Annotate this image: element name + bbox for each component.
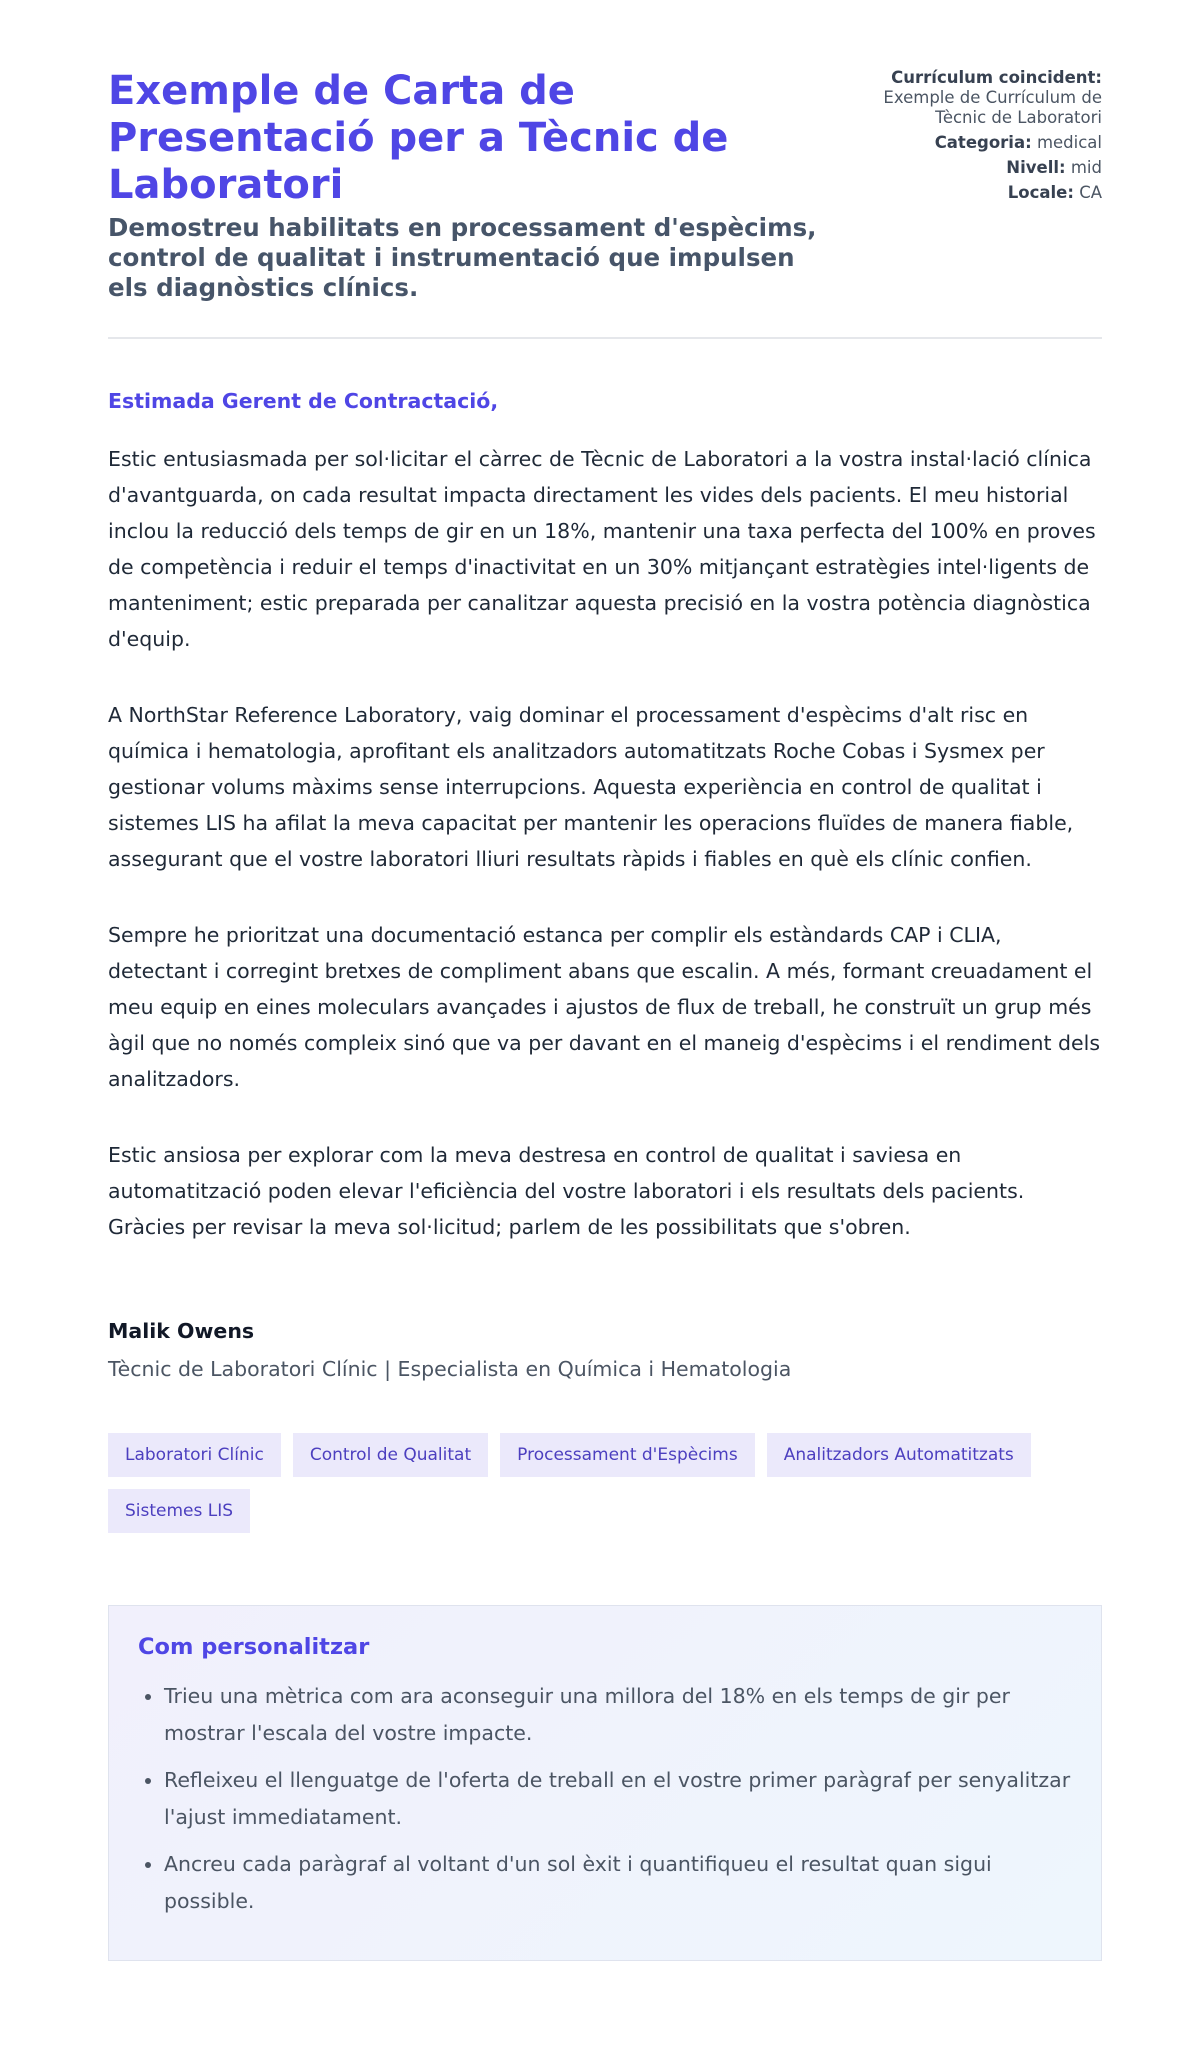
letter-body [108,441,1102,1245]
category-label: Categoria: [934,133,1032,152]
level-value: mid [1070,158,1102,177]
resume-link[interactable]: Exemple de Currículum de Tècnic de Laboratori [883,88,1102,127]
skill-tags [108,1433,1102,1533]
tips-box [108,1605,1102,1961]
meta-panel [842,68,1102,208]
header [108,68,1102,303]
paragraph: Estic entusiasmada per sol·licitar el càrrec de Tècnic de Laboratori a la vostra instal·lació clínica d'avantguarda, on cada resultat impacta directament les vides dels pacients. El meu historial inclou la reducció dels temps de gir en un 18%, mantenir una taxa perfecta del 100% en proves de competència i reduir el temps d'inactivitat en un 30% mitjançant estratègies intel·ligents de manteniment; estic preparada per canalitzar aquesta precisió en la vostra potència diagnòstica d'equip. [108,447,1096,651]
paragraph: A NorthStar Reference Laboratory, vaig dominar el processament d'espècims d'alt risc en química i hematologia, aprofitant els analitzadors automatitzats Roche Cobas i Sysmex per gestionar volums màxims sense interrupcions. Aquesta experiència en control de qualitat i sistemes LIS ha afilat la meva capacitat per mantenir les operacions fluïdes de manera fiable, assegurant que el vostre laboratori lliuri resultats ràpids i fiables en què els clínic confien. [108,703,1074,871]
divider [108,337,1102,339]
tip-item: • Refleixeu el llenguatge de l'oferta de treball en el vostre primer paràgraf per senyalitzar l'ajust immediatament. [164,1762,1072,1836]
tip-item: • Trieu una mètrica com ara aconseguir una millora del 18% en els temps de gir per mostrar l'escala del vostre impacte. [164,1678,1072,1752]
tip-item: • Ancreu cada paràgraf al voltant d'un sol èxit i quantifiqueu el resultat quan sigui possible. [164,1846,1072,1920]
greeting: Estimada Gerent de Contractació, [108,389,499,413]
page [108,68,1102,1961]
skill-tag: Analitzadors Automatitzats [767,1433,1031,1477]
locale-value: CA [1079,183,1102,202]
tips-title: Com personalitzar [138,1634,370,1660]
category-value: medical [1036,133,1102,152]
paragraph: Estic ansiosa per explorar com la meva destresa en control de qualitat i saviesa en automatització poden elevar l'eficiència del vostre laboratori i els resultats dels pacients. Gràcies per revisar la meva sol·licitud; parlem de les possibilitats que s'obren. [108,1143,1025,1239]
locale-label: Locale: [1007,183,1074,202]
level-label: Nivell: [1006,158,1066,177]
signature-name: Malik Owens [108,1319,255,1343]
page-subtitle: Demostreu habilitats en processament d'espècims, control de qualitat i instrumentació que impulsen els diagnòstics clínics. [108,213,817,302]
title-block [108,68,828,303]
skill-tag: Processament d'Espècims [500,1433,755,1477]
skill-tag: Laboratori Clínic [108,1433,281,1477]
paragraph: Sempre he prioritzat una documentació estanca per complir els estàndards CAP i CLIA, detectant i corregint bretxes de compliment abans que escalin. A més, formant creuadament el meu equip en eines moleculars avançades i ajustos de flux de treball, he construït un grup més àgil que no només compleix sinó que va per davant en el maneig d'espècims i el rendiment dels analitzadors. [108,923,1101,1091]
skill-tag: Sistemes LIS [108,1489,250,1533]
skill-tag: Control de Qualitat [293,1433,488,1477]
tips-list [138,1678,1072,1920]
page-title: Exemple de Carta de Presentació per a Tècnic de Laboratori [108,68,729,208]
signature-role: Tècnic de Laboratori Clínic | Especialista en Química i Hematologia [108,1357,792,1381]
resume-label: Currículum coincident: [891,68,1102,87]
